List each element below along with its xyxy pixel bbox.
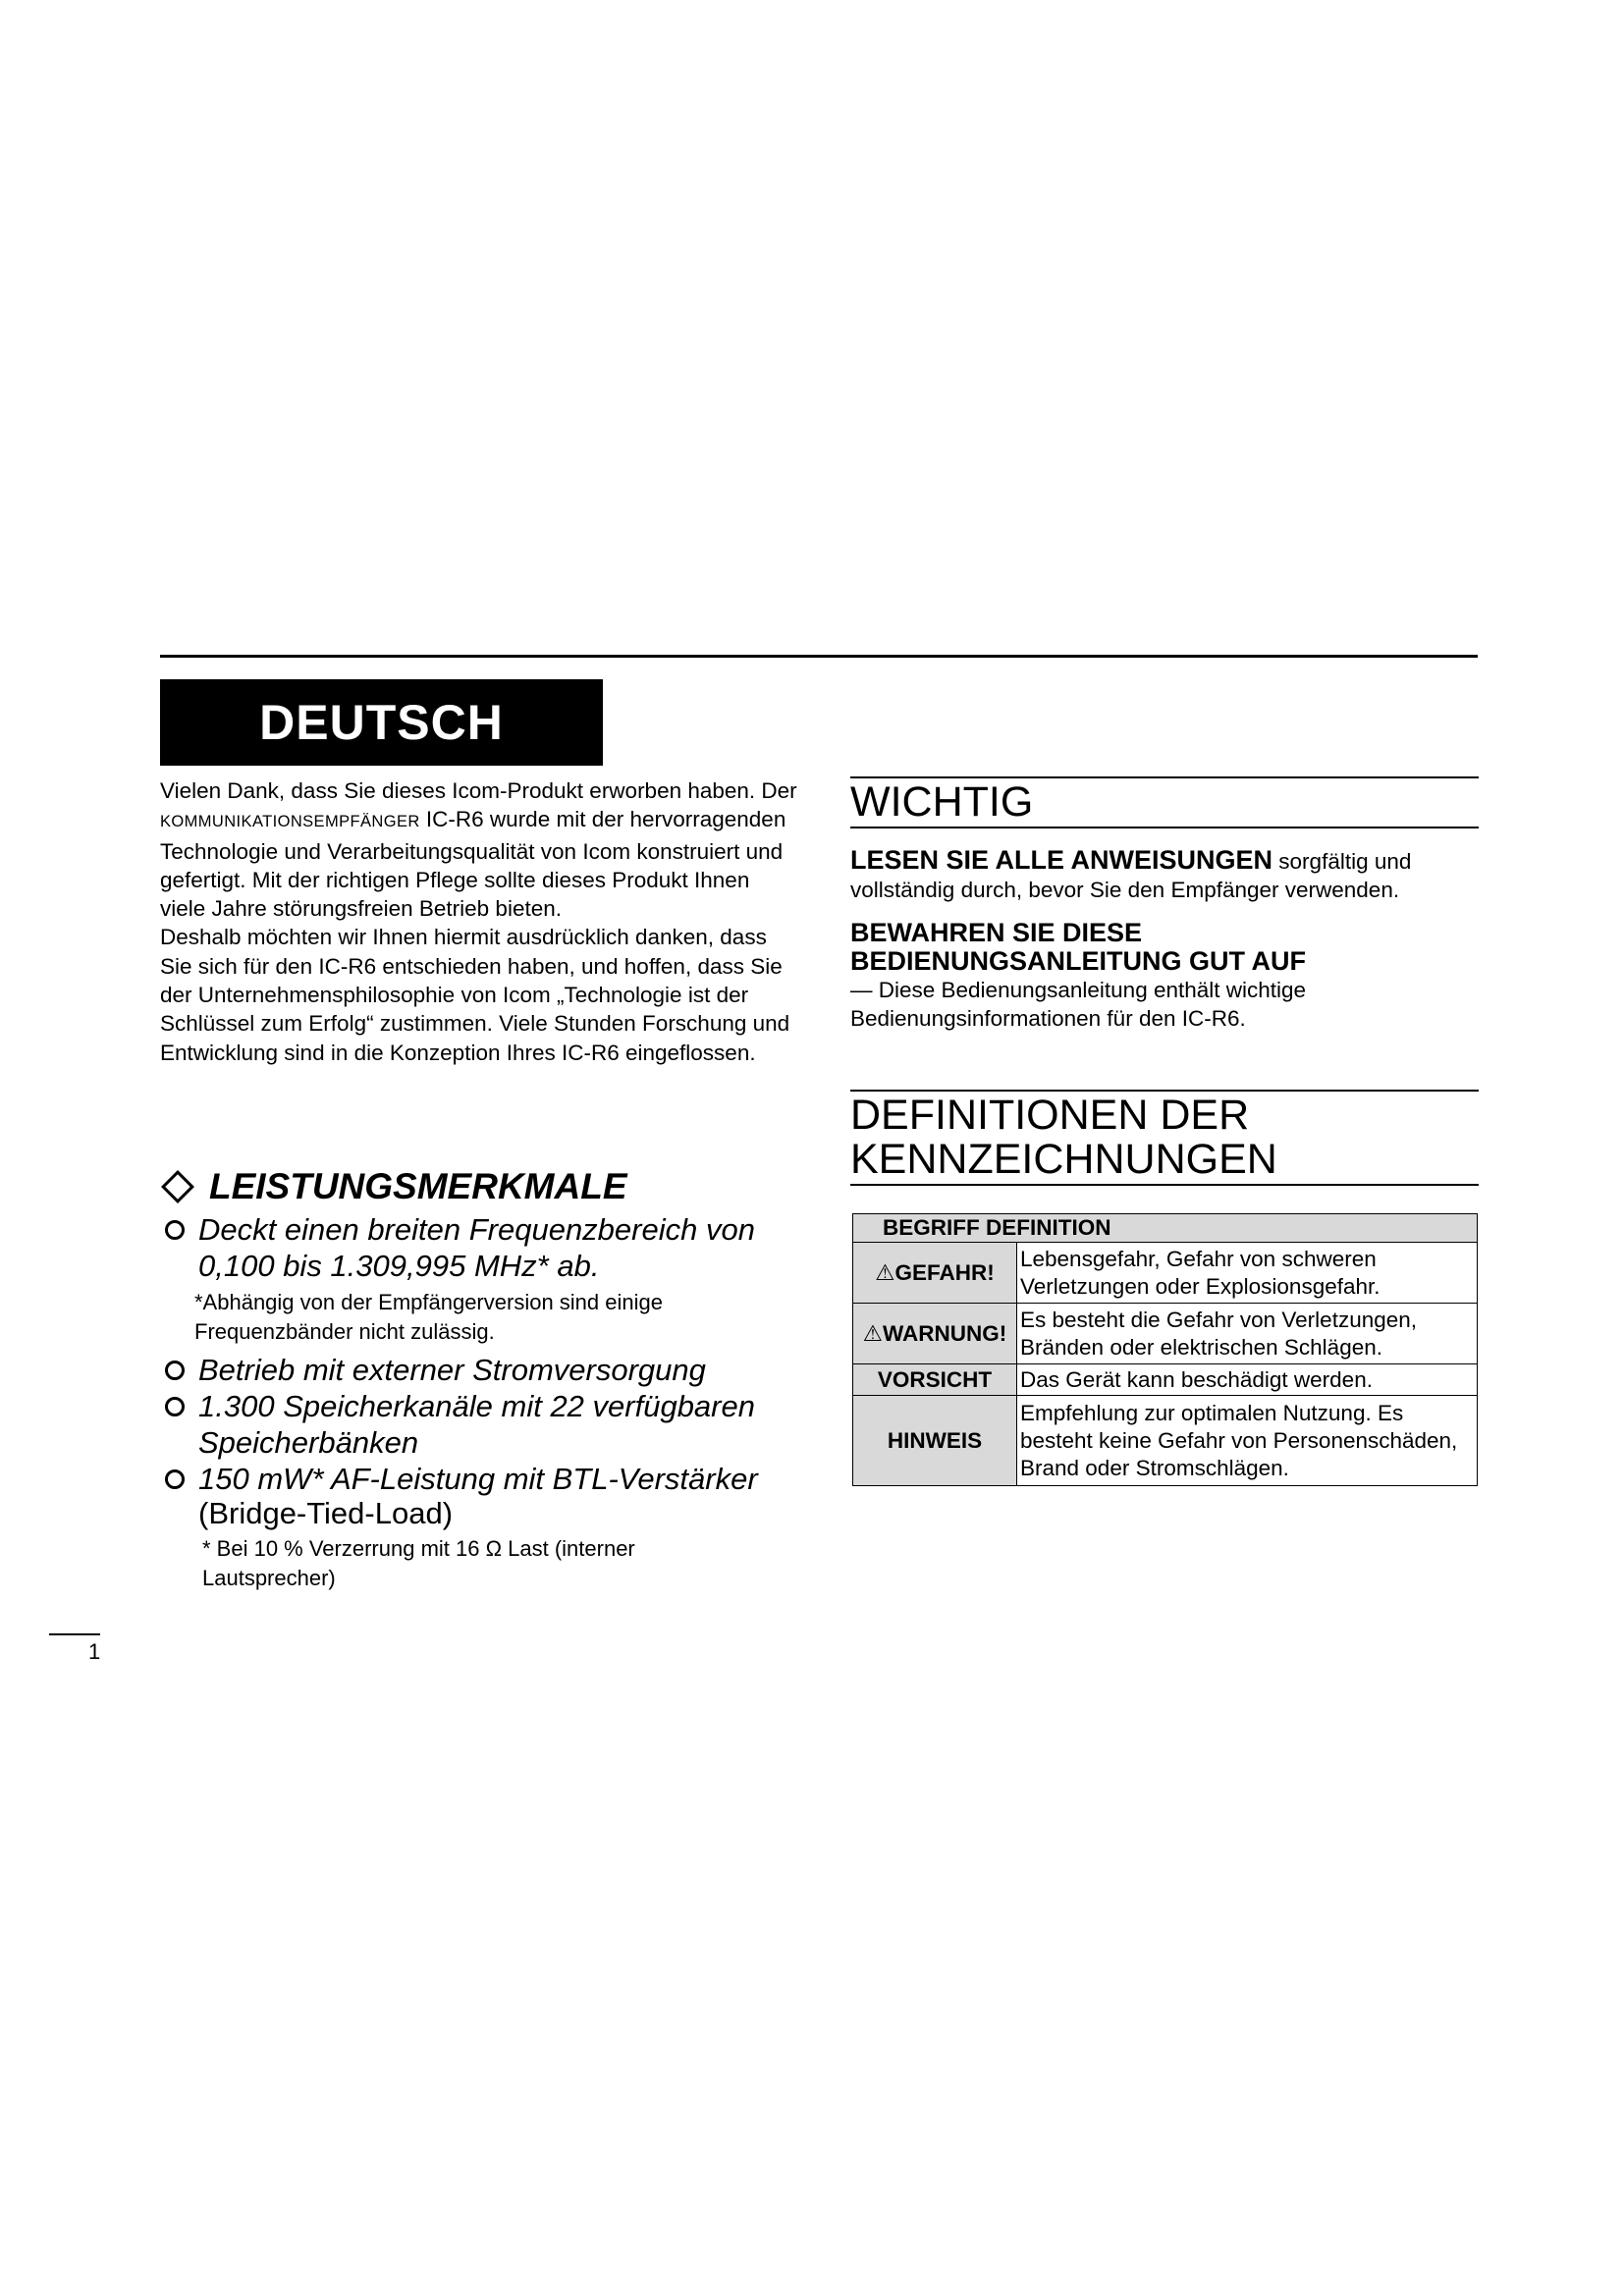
features-title: LEISTUNGSMERKMALE — [209, 1166, 627, 1206]
read-instructions-text: sorgfältig und vollständig durch, bevor Sie den Empfänger verwenden. — [850, 849, 1412, 902]
term-text: WARNUNG! — [882, 1320, 1007, 1346]
language-banner-label: DEUTSCH — [259, 695, 504, 750]
term-cell — [853, 1364, 1017, 1396]
feature-item-subtitle: (Bridge-Tied-Load) — [198, 1496, 454, 1530]
table-row — [853, 1304, 1478, 1364]
table-row — [853, 1396, 1478, 1486]
page-number: 1 — [88, 1639, 101, 1664]
product-type-smallcaps: KOMMUNIKATIONSEMPFÄNGER — [160, 813, 420, 831]
term-cell — [853, 1304, 1017, 1364]
feature-item — [163, 1352, 801, 1388]
table-header-row — [853, 1214, 1478, 1243]
term-text: VORSICHT — [877, 1366, 993, 1392]
intro-paragraph-1 — [160, 776, 798, 923]
keep-manual-text: — Diese Bedienungsanleitung enthält wichtige Bedienungsinformationen für den IC-R6. — [850, 978, 1307, 1031]
definitions-heading — [850, 1090, 1479, 1186]
feature-item — [163, 1461, 801, 1497]
intro-paragraph-2: Deshalb möchten wir Ihnen hiermit ausdrücklich danken, dass Sie sich für den IC-R6 entschieden haben, und hoffen, dass Sie der Unternehmensphilosophie von Icom „Technologie ist der Schlüssel zum Erfolg“ zustimmen. Viele Stunden Forschung und Entwicklung sind in die Konzeption Ihres IC-R6 eingeflossen. — [160, 925, 790, 1065]
warning-triangle-icon: ⚠ — [862, 1320, 883, 1346]
feature-text: 150 mW* AF-Leistung mit BTL-Verstärker — [198, 1462, 758, 1496]
circle-bullet-icon — [165, 1220, 185, 1240]
intro-p1-start: Vielen Dank, dass Sie dieses Icom-Produkt erworben haben. Der — [160, 778, 797, 803]
wichtig-heading-text: WICHTIG — [850, 778, 1034, 826]
intro-p1-end: IC-R6 wurde mit der hervorragenden Technologie und Verarbeitungsqualität von Icom konstruiert und gefertigt. Mit der richtigen Pflege sollte dieses Produkt Ihnen viele Jahre störungsfreien Betrieb bieten. — [160, 807, 786, 922]
page-number-rule — [49, 1633, 100, 1635]
definition-cell: Lebensgefahr, Gefahr von schweren Verletzungen oder Explosionsgefahr. — [1017, 1243, 1478, 1304]
feature-footnote: * Bei 10 % Verzerrung mit 16 Ω Last (interner Lautsprecher) — [202, 1536, 635, 1590]
features-heading — [160, 1166, 627, 1207]
term-text: GEFAHR! — [894, 1259, 995, 1285]
warning-triangle-icon: ⚠ — [875, 1259, 895, 1285]
circle-bullet-icon — [165, 1361, 185, 1380]
definition-cell: Es besteht die Gefahr von Verletzungen, Bränden oder elektrischen Schlägen. — [1017, 1304, 1478, 1364]
feature-text: Betrieb mit externer Stromversorgung — [198, 1353, 706, 1387]
definitions-table — [852, 1213, 1478, 1486]
feature-text: Deckt einen breiten Frequenzbereich von 0,100 bis 1.309,995 MHz* ab. — [198, 1212, 755, 1283]
keep-manual-heading: BEWAHREN SIE DIESE BEDIENUNGSANLEITUNG GUT AUF — [850, 918, 1306, 976]
term-text: HINWEIS — [887, 1427, 983, 1453]
wichtig-heading — [850, 776, 1479, 828]
circle-bullet-icon — [165, 1469, 185, 1489]
feature-item — [163, 1388, 801, 1461]
feature-item — [163, 1211, 801, 1284]
language-banner — [160, 679, 603, 766]
definition-cell: Das Gerät kann beschädigt werden. — [1017, 1364, 1478, 1396]
intro-text — [160, 776, 798, 1067]
table-row — [853, 1243, 1478, 1304]
feature-footnote: *Abhängig von der Empfängerversion sind einige Frequenzbänder nicht zulässig. — [194, 1290, 663, 1344]
top-rule — [160, 655, 1478, 658]
diamond-icon — [161, 1170, 194, 1203]
term-cell — [853, 1396, 1017, 1486]
feature-text: 1.300 Speicherkanäle mit 22 verfügbaren Speicherbänken — [198, 1389, 755, 1460]
read-instructions-bold: LESEN SIE ALLE ANWEISUNGEN — [850, 845, 1273, 875]
features-list — [163, 1211, 801, 1598]
term-cell — [853, 1243, 1017, 1304]
wichtig-body — [850, 846, 1479, 1033]
definition-cell: Empfehlung zur optimalen Nutzung. Es besteht keine Gefahr von Personenschäden, Brand oder Stromschlägen. — [1017, 1396, 1478, 1486]
definitions-heading-text: DEFINITIONEN DER KENNZEICHNUNGEN — [850, 1092, 1277, 1183]
circle-bullet-icon — [165, 1397, 185, 1416]
table-header: BEGRIFF DEFINITION — [853, 1214, 1478, 1243]
table-row — [853, 1364, 1478, 1396]
read-instructions — [850, 846, 1479, 904]
